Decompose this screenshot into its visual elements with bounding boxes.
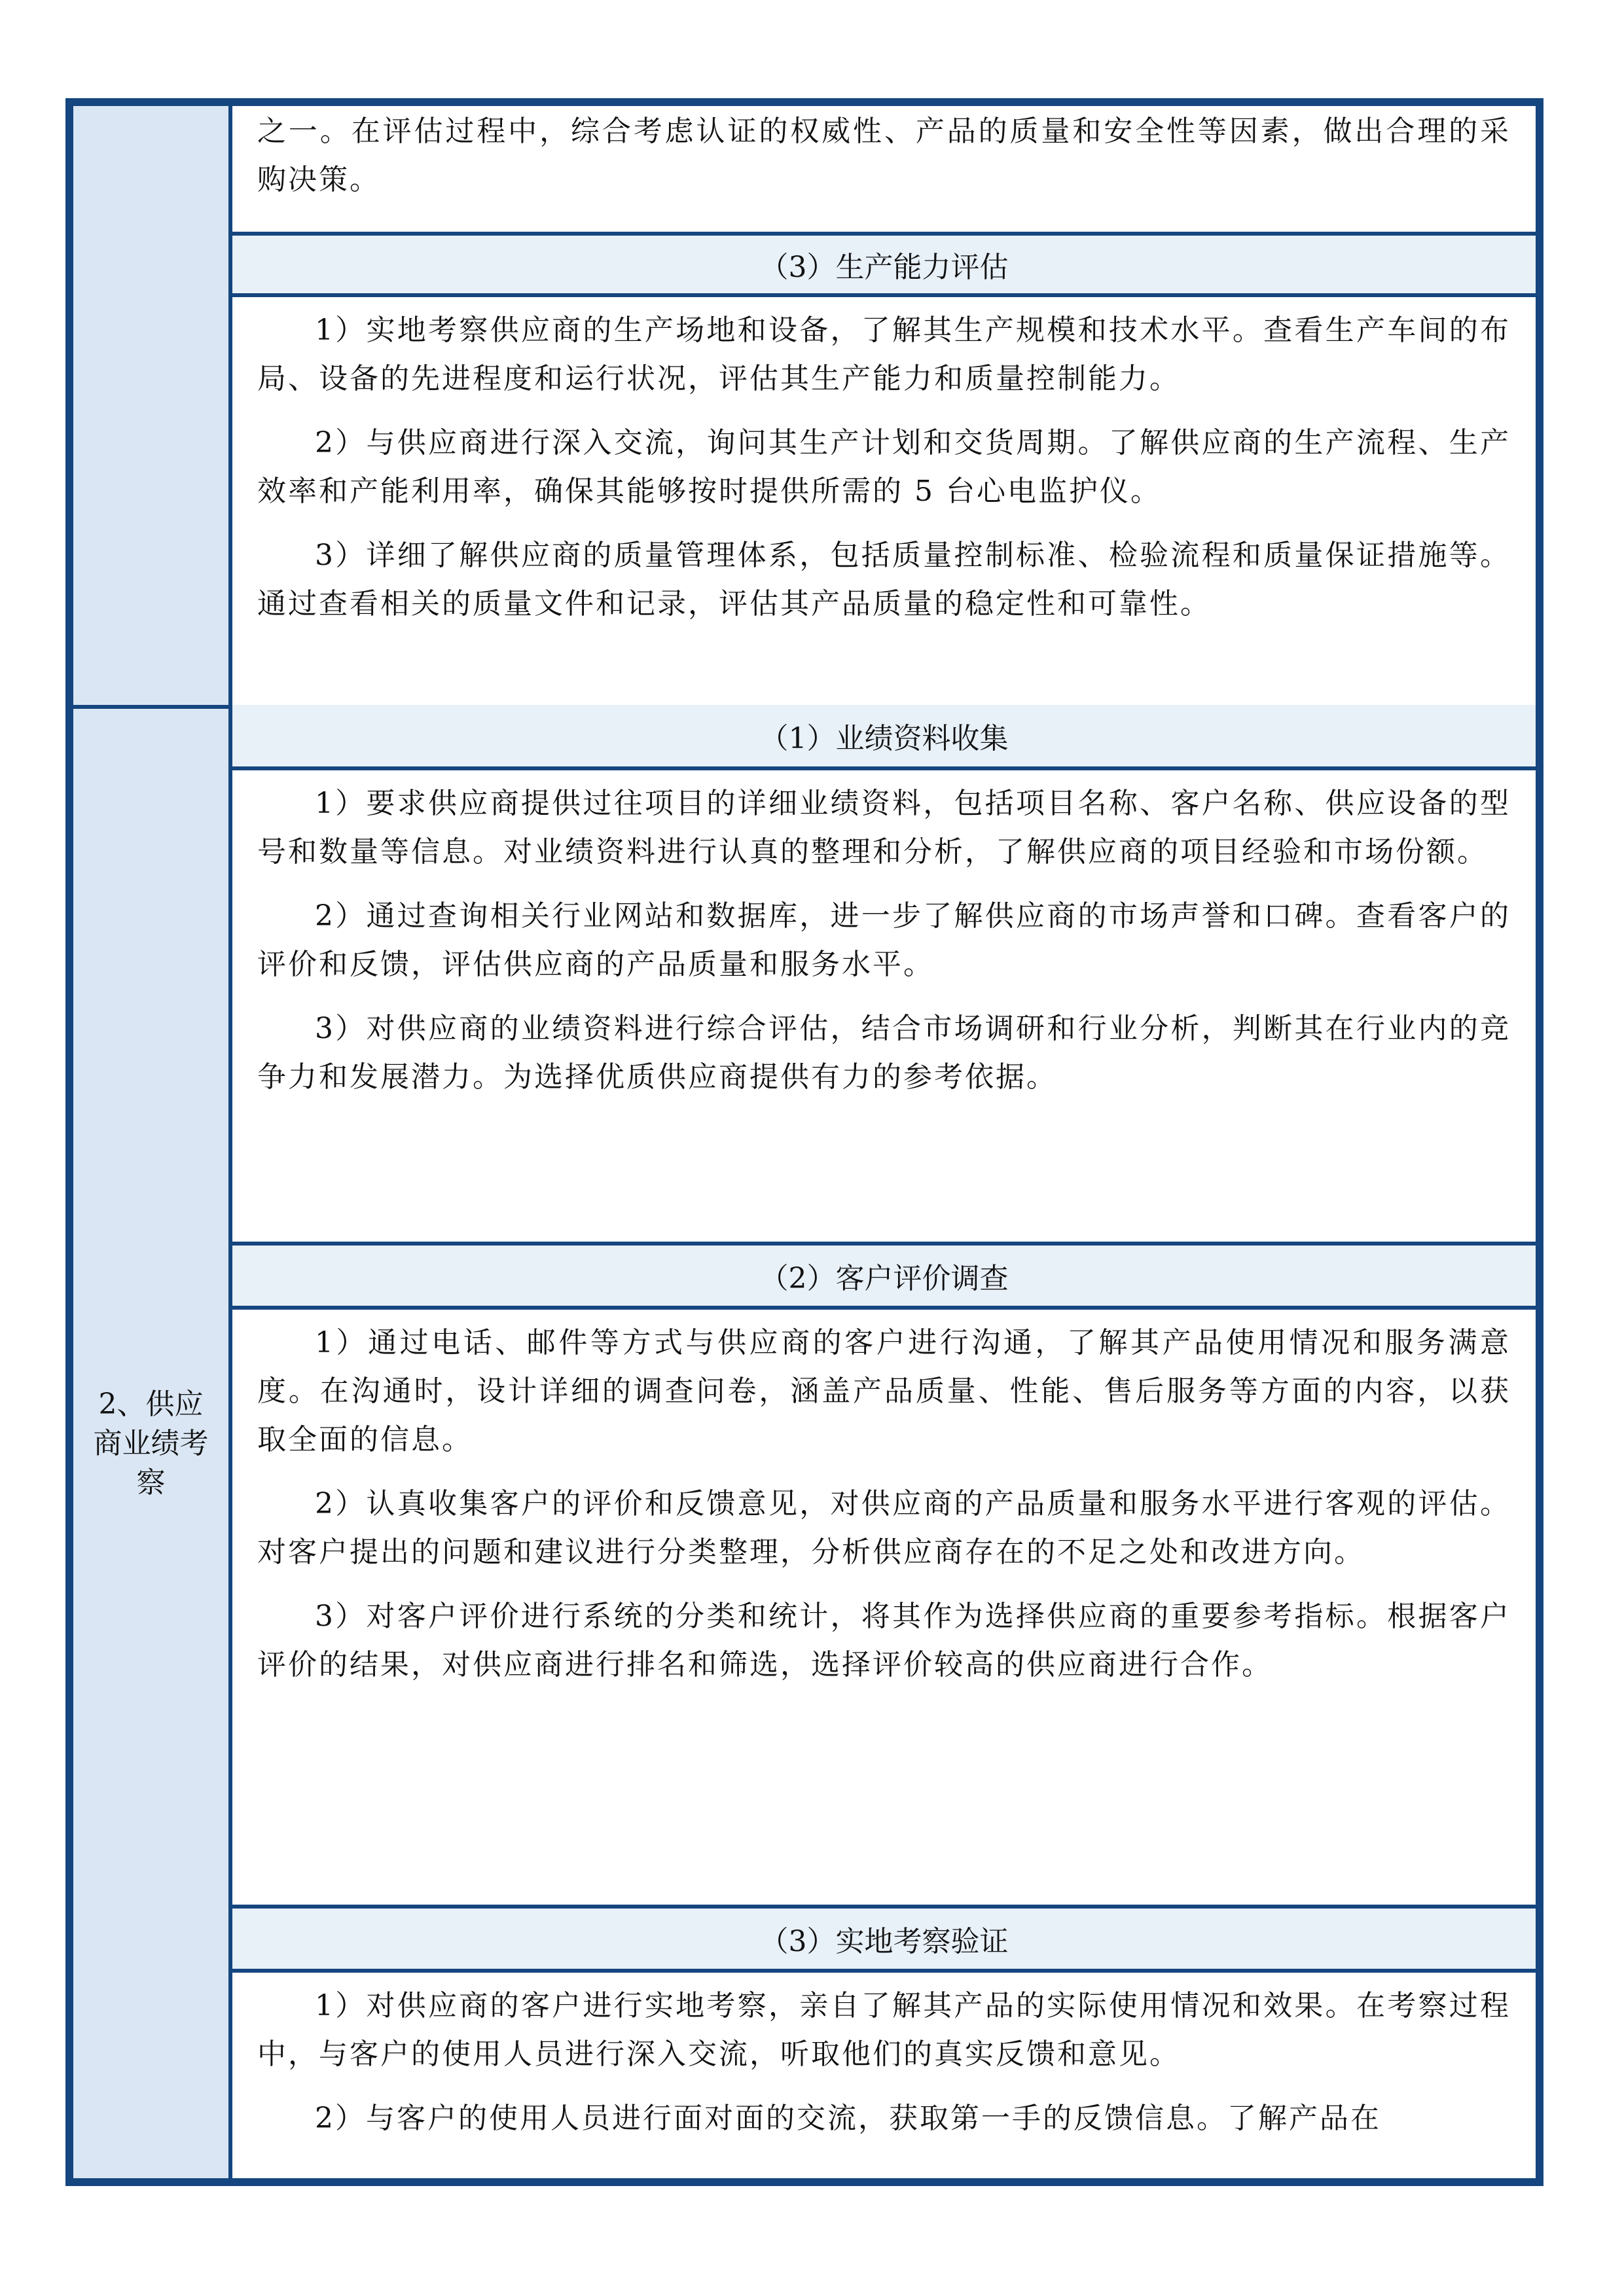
continuation-paragraph: 之一。在评估过程中，综合考虑认证的权威性、产品的质量和安全性等因素，做出合理的采购决策。 [257, 115, 1511, 196]
paragraph: 1）要求供应商提供过往项目的详细业绩资料，包括项目名称、客户名称、供应设备的型号和数量等信息。对业绩资料进行认真的整理和分析，了解供应商的项目经验和市场份额。 [257, 787, 1511, 869]
paragraph: 2）与客户的使用人员进行面对面的交流，获取第一手的反馈信息。了解产品在 [315, 2102, 1381, 2135]
paragraph: 3）对供应商的业绩资料进行综合评估，结合市场调研和行业分析，判断其在行业内的竞争力和发展潜力。为选择优质供应商提供有力的参考依据。 [257, 1012, 1511, 1094]
subsection-header-site-verification [232, 1905, 1536, 1973]
evaluation-table [65, 98, 1543, 2186]
subsection-body-performance-data [232, 770, 1536, 1242]
subsection-title: （3）生产能力评估 [759, 251, 1009, 284]
continuation-row [232, 106, 1536, 232]
section-supplier-performance [73, 709, 1536, 2178]
section-1-content [232, 106, 1536, 705]
paragraph: 3）对客户评价进行系统的分类和统计，将其作为选择供应商的重要参考指标。根据客户评价的结果，对供应商进行排名和筛选，选择评价较高的供应商进行合作。 [257, 1600, 1511, 1681]
section-2-label: 2、供应商业绩考察 [93, 1387, 209, 1499]
section-1-label-cell [73, 106, 232, 705]
paragraph: 2）与供应商进行深入交流，询问其生产计划和交货周期。了解供应商的生产流程、生产效率和产能利用率，确保其能够按时提供所需的 5 台心电监护仪。 [257, 426, 1511, 508]
subsection-header-customer-evaluation [232, 1242, 1536, 1310]
paragraph: 1）通过电话、邮件等方式与供应商的客户进行沟通，了解其产品使用情况和服务满意度。在沟通时，设计详细的调查问卷，涵盖产品质量、性能、售后服务等方面的内容，以获取全面的信息。 [257, 1326, 1511, 1456]
subsection-header-performance-data [232, 705, 1536, 770]
subsection-title: （1）业绩资料收集 [759, 722, 1009, 755]
subsection-body-production-capacity [232, 297, 1536, 705]
subsection-body-customer-evaluation [232, 1310, 1536, 1907]
subsection-title: （2）客户评价调查 [759, 1262, 1009, 1295]
subsection-title: （3）实地考察验证 [759, 1925, 1009, 1958]
section-2-content [232, 709, 1536, 2178]
paragraph: 3）详细了解供应商的质量管理体系，包括质量控制标准、检验流程和质量保证措施等。通过查看相关的质量文件和记录，评估其产品质量的稳定性和可靠性。 [257, 539, 1511, 620]
section-2-label-cell [73, 709, 232, 2178]
paragraph: 1）对供应商的客户进行实地考察，亲自了解其产品的实际使用情况和效果。在考察过程中，与客户的使用人员进行深入交流，听取他们的真实反馈和意见。 [257, 1989, 1511, 2071]
paragraph: 2）通过查询相关行业网站和数据库，进一步了解供应商的市场声誉和口碑。查看客户的评价和反馈，评估供应商的产品质量和服务水平。 [257, 899, 1511, 981]
section-production-capacity [73, 106, 1536, 705]
paragraph: 1）实地考察供应商的生产场地和设备，了解其生产规模和技术水平。查看生产车间的布局、设备的先进程度和运行状况，评估其生产能力和质量控制能力。 [257, 314, 1511, 395]
subsection-body-site-verification [232, 1973, 1536, 2178]
subsection-header-production-capacity [232, 232, 1536, 297]
paragraph: 2）认真收集客户的评价和反馈意见，对供应商的产品质量和服务水平进行客观的评估。对客户提出的问题和建议进行分类整理，分析供应商存在的不足之处和改进方向。 [257, 1487, 1511, 1569]
